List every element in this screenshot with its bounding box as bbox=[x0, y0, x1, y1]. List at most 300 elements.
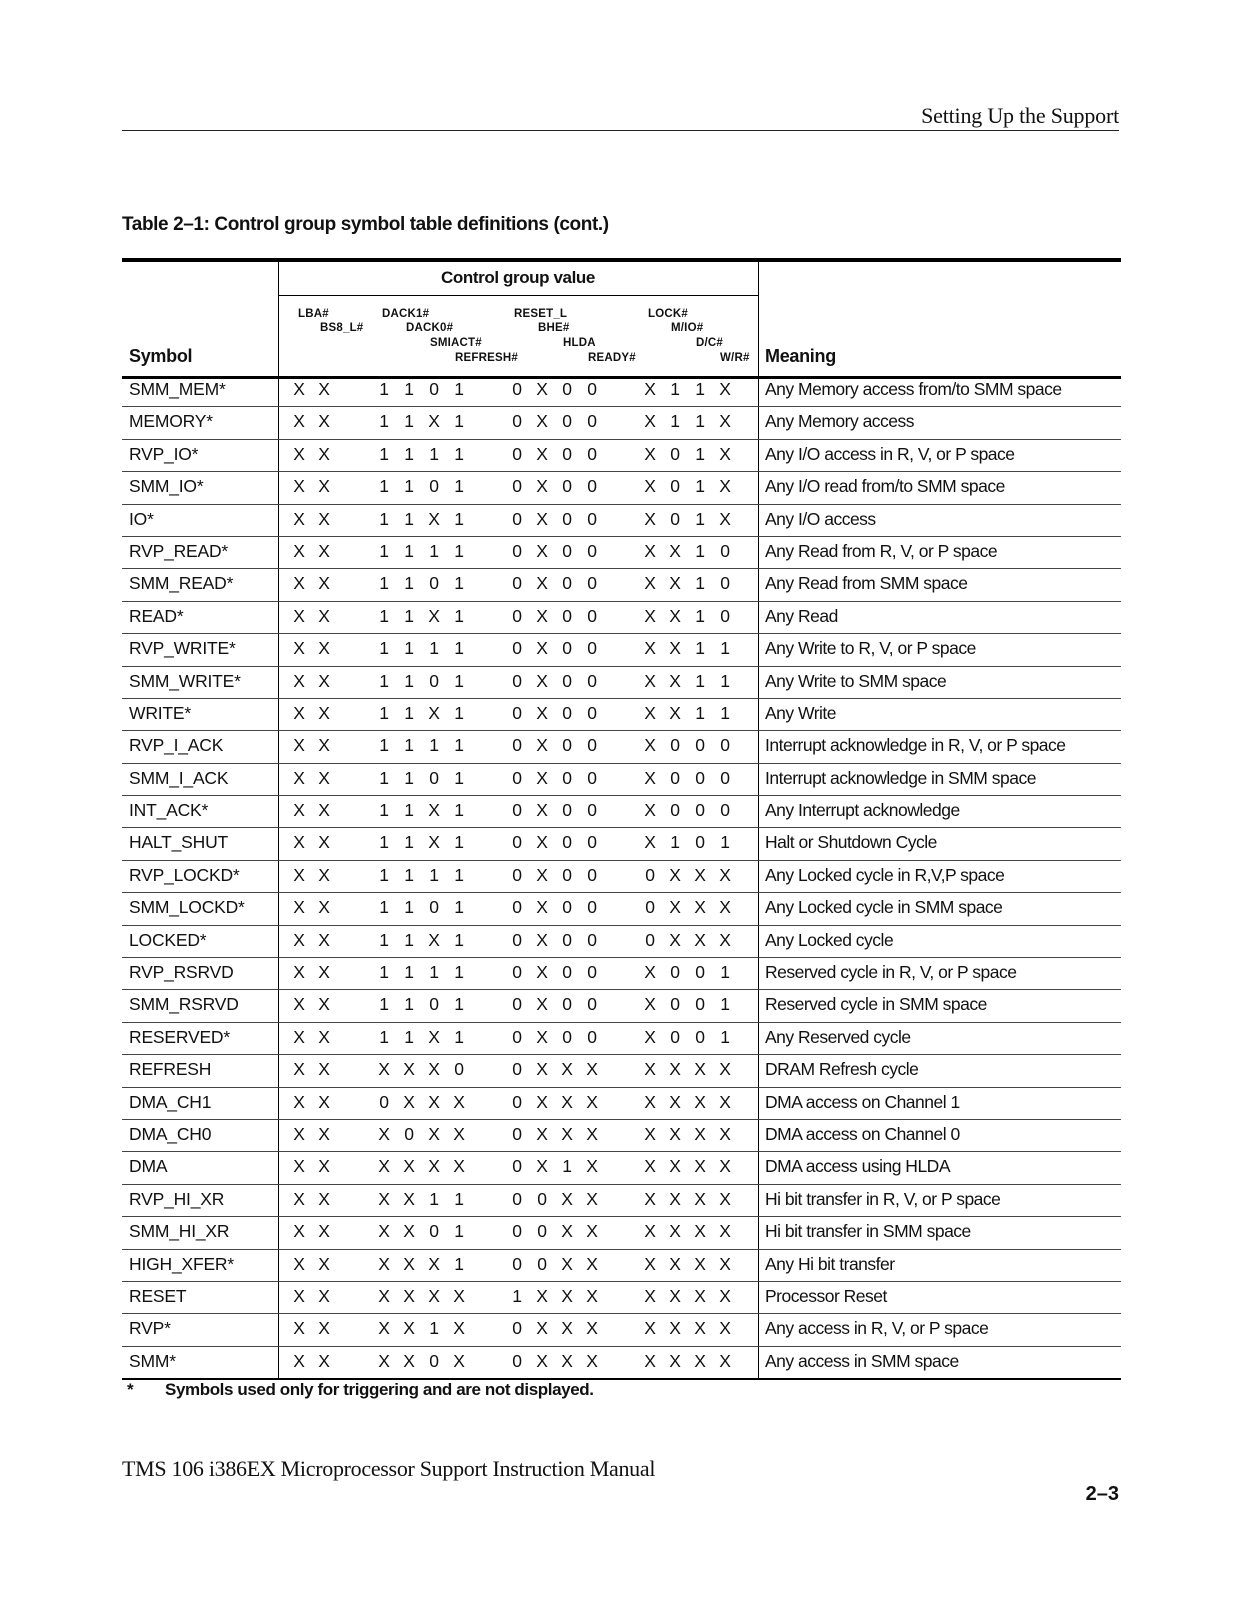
control-value-cell: X bbox=[318, 508, 330, 529]
symbol-cell: RVP_LOCKD* bbox=[129, 864, 240, 885]
control-value-cell: 0 bbox=[562, 508, 572, 529]
control-value-cell: 1 bbox=[404, 638, 414, 659]
control-value-cell: X bbox=[669, 1253, 681, 1274]
control-value-cell: 1 bbox=[404, 573, 414, 594]
control-value-cell: 1 bbox=[404, 670, 414, 691]
control-value-cell: 1 bbox=[454, 508, 464, 529]
control-value-cell: X bbox=[318, 767, 330, 788]
control-value-cell: 1 bbox=[379, 767, 389, 788]
symbol-cell: SMM_LOCKD* bbox=[129, 897, 245, 918]
column-divider bbox=[278, 667, 279, 698]
control-value-cell: X bbox=[719, 476, 731, 497]
control-value-cell: X bbox=[669, 1156, 681, 1177]
control-value-cell: 1 bbox=[379, 638, 389, 659]
control-value-cell: X bbox=[536, 800, 548, 821]
control-value-cell: X bbox=[586, 1059, 598, 1080]
control-value-cell: X bbox=[293, 1188, 305, 1209]
control-value-cell: X bbox=[586, 1285, 598, 1306]
control-value-cell: X bbox=[318, 670, 330, 691]
column-divider bbox=[278, 1152, 279, 1183]
symbol-cell: DMA bbox=[129, 1156, 168, 1177]
column-divider bbox=[278, 990, 279, 1021]
control-value-cell: 1 bbox=[379, 670, 389, 691]
table-row bbox=[122, 1314, 1121, 1346]
control-value-cell: 0 bbox=[379, 1091, 389, 1112]
control-value-cell: X bbox=[428, 929, 440, 950]
table-row bbox=[122, 828, 1121, 860]
control-value-cell: X bbox=[586, 1156, 598, 1177]
symbol-cell: RVP_WRITE* bbox=[129, 638, 236, 659]
control-value-cell: 1 bbox=[454, 767, 464, 788]
control-value-cell: X bbox=[719, 508, 731, 529]
control-value-cell: X bbox=[694, 1318, 706, 1339]
footer-manual-title: TMS 106 i386EX Microprocessor Support Instruction Manual bbox=[122, 1456, 656, 1481]
control-value-cell: X bbox=[428, 702, 440, 723]
control-value-cell: 1 bbox=[454, 1253, 464, 1274]
control-value-cell: X bbox=[644, 411, 656, 432]
control-value-cell: 0 bbox=[512, 864, 522, 885]
control-value-cell: 0 bbox=[512, 767, 522, 788]
control-value-cell: 0 bbox=[512, 1059, 522, 1080]
control-value-cell: X bbox=[428, 1285, 440, 1306]
control-value-cell: X bbox=[403, 1318, 415, 1339]
control-value-cell: 0 bbox=[720, 800, 730, 821]
control-value-cell: X bbox=[318, 897, 330, 918]
symbol-cell: HIGH_XFER* bbox=[129, 1253, 234, 1274]
symbol-cell: SMM_MEM* bbox=[129, 379, 226, 399]
control-value-cell: X bbox=[561, 1059, 573, 1080]
control-value-cell: 1 bbox=[454, 962, 464, 983]
control-value-cell: X bbox=[428, 508, 440, 529]
control-value-cell: 1 bbox=[429, 1188, 439, 1209]
control-value-cell: 1 bbox=[404, 800, 414, 821]
control-value-cell: 1 bbox=[404, 476, 414, 497]
control-value-cell: X bbox=[719, 929, 731, 950]
control-value-cell: 0 bbox=[695, 800, 705, 821]
control-value-cell: X bbox=[694, 1253, 706, 1274]
meaning-cell: Any Write to SMM space bbox=[765, 670, 947, 691]
symbol-cell: RESET bbox=[129, 1285, 187, 1306]
control-value-cell: X bbox=[453, 1350, 465, 1371]
control-value-cell: 1 bbox=[454, 605, 464, 626]
control-value-cell: X bbox=[644, 476, 656, 497]
column-divider bbox=[278, 472, 279, 503]
control-value-cell: 0 bbox=[562, 605, 572, 626]
column-divider bbox=[758, 375, 759, 406]
column-divider bbox=[758, 634, 759, 665]
control-value-cell: 1 bbox=[379, 411, 389, 432]
control-value-cell: 0 bbox=[429, 1221, 439, 1242]
column-divider bbox=[758, 796, 759, 827]
control-value-cell: X bbox=[318, 994, 330, 1015]
control-value-cell: X bbox=[694, 1221, 706, 1242]
table-row bbox=[122, 1088, 1121, 1120]
control-value-cell: X bbox=[561, 1188, 573, 1209]
control-value-cell: 1 bbox=[404, 962, 414, 983]
control-value-cell: X bbox=[561, 1123, 573, 1144]
control-value-cell: X bbox=[536, 540, 548, 561]
control-value-cell: X bbox=[644, 1156, 656, 1177]
control-value-cell: X bbox=[644, 1123, 656, 1144]
meaning-cell: Any Read from SMM space bbox=[765, 573, 968, 594]
control-value-cell: X bbox=[719, 1091, 731, 1112]
table-row bbox=[122, 1217, 1121, 1249]
control-value-cell: 1 bbox=[454, 735, 464, 756]
control-value-cell: X bbox=[318, 411, 330, 432]
control-value-cell: 0 bbox=[562, 411, 572, 432]
column-divider bbox=[758, 1120, 759, 1151]
control-value-cell: X bbox=[719, 1253, 731, 1274]
control-value-cell: X bbox=[669, 1091, 681, 1112]
control-value-cell: 0 bbox=[562, 864, 572, 885]
control-value-cell: 0 bbox=[537, 1253, 547, 1274]
meaning-cell: Interrupt acknowledge in SMM space bbox=[765, 767, 1036, 788]
table-row bbox=[122, 634, 1121, 666]
signal-header: BS8_L# bbox=[320, 322, 364, 334]
control-value-cell: 1 bbox=[404, 929, 414, 950]
signal-header: M/IO# bbox=[671, 322, 704, 334]
control-value-cell: 0 bbox=[720, 540, 730, 561]
control-value-cell: 0 bbox=[587, 540, 597, 561]
column-divider bbox=[278, 375, 279, 406]
control-value-cell: X bbox=[669, 1221, 681, 1242]
control-value-cell: X bbox=[293, 702, 305, 723]
column-divider bbox=[278, 1282, 279, 1313]
control-value-cell: 0 bbox=[587, 800, 597, 821]
control-value-cell: X bbox=[293, 1026, 305, 1047]
control-value-cell: 0 bbox=[562, 897, 572, 918]
control-value-cell: X bbox=[318, 929, 330, 950]
control-value-cell: 1 bbox=[429, 443, 439, 464]
control-value-cell: 0 bbox=[429, 897, 439, 918]
column-divider bbox=[278, 407, 279, 438]
column-divider bbox=[758, 472, 759, 503]
symbol-cell: SMM_I_ACK bbox=[129, 767, 229, 788]
control-value-cell: 0 bbox=[587, 864, 597, 885]
control-value-cell: 1 bbox=[454, 540, 464, 561]
control-value-cell: 1 bbox=[454, 994, 464, 1015]
column-divider bbox=[758, 1282, 759, 1313]
control-value-cell: X bbox=[536, 1026, 548, 1047]
column-divider bbox=[758, 407, 759, 438]
control-value-cell: 0 bbox=[720, 605, 730, 626]
control-value-cell: X bbox=[293, 800, 305, 821]
control-value-cell: 0 bbox=[429, 670, 439, 691]
control-value-cell: X bbox=[669, 1350, 681, 1371]
control-value-cell: 1 bbox=[454, 800, 464, 821]
control-value-cell: X bbox=[318, 1156, 330, 1177]
control-value-cell: X bbox=[453, 1123, 465, 1144]
control-value-cell: X bbox=[428, 800, 440, 821]
control-value-cell: 0 bbox=[587, 605, 597, 626]
control-value-cell: 0 bbox=[512, 1156, 522, 1177]
control-value-cell: 1 bbox=[454, 670, 464, 691]
control-value-cell: X bbox=[293, 832, 305, 853]
control-value-cell: X bbox=[644, 508, 656, 529]
symbol-cell: INT_ACK* bbox=[129, 800, 209, 821]
control-value-cell: 1 bbox=[720, 670, 730, 691]
control-value-cell: X bbox=[586, 1123, 598, 1144]
meaning-cell: Any access in SMM space bbox=[765, 1350, 959, 1371]
control-value-cell: X bbox=[536, 476, 548, 497]
control-value-cell: 0 bbox=[670, 735, 680, 756]
control-value-cell: X bbox=[644, 1285, 656, 1306]
control-value-cell: X bbox=[694, 1091, 706, 1112]
control-value-cell: X bbox=[694, 1350, 706, 1371]
symbol-cell: SMM_HI_XR bbox=[129, 1221, 230, 1242]
control-value-cell: X bbox=[669, 573, 681, 594]
control-value-cell: 0 bbox=[512, 1188, 522, 1209]
control-value-cell: 1 bbox=[379, 379, 389, 399]
signal-header: BHE# bbox=[538, 322, 570, 334]
control-value-cell: 1 bbox=[695, 476, 705, 497]
control-value-cell: 0 bbox=[562, 929, 572, 950]
control-value-cell: X bbox=[318, 864, 330, 885]
footnote-text: Symbols used only for triggering and are not displayed. bbox=[165, 1380, 594, 1399]
control-value-cell: X bbox=[536, 767, 548, 788]
symbol-cell: WRITE* bbox=[129, 702, 191, 723]
control-value-cell: 0 bbox=[512, 1026, 522, 1047]
control-value-cell: X bbox=[644, 735, 656, 756]
column-divider bbox=[758, 537, 759, 568]
control-value-cell: X bbox=[403, 1188, 415, 1209]
control-value-cell: X bbox=[453, 1318, 465, 1339]
control-value-cell: 0 bbox=[587, 897, 597, 918]
control-value-cell: 1 bbox=[695, 605, 705, 626]
control-value-cell: X bbox=[694, 1156, 706, 1177]
control-value-cell: 1 bbox=[379, 962, 389, 983]
control-value-cell: X bbox=[428, 1156, 440, 1177]
symbol-column-header: Symbol bbox=[129, 346, 193, 366]
signal-header: LOCK# bbox=[648, 308, 688, 320]
symbol-cell: RESERVED* bbox=[129, 1026, 230, 1047]
control-value-cell: X bbox=[536, 1350, 548, 1371]
control-value-cell: 0 bbox=[720, 735, 730, 756]
control-value-cell: X bbox=[293, 1350, 305, 1371]
symbol-cell: IO* bbox=[129, 508, 154, 529]
control-value-cell: 0 bbox=[429, 573, 439, 594]
control-value-cell: 0 bbox=[512, 1221, 522, 1242]
control-value-cell: 0 bbox=[587, 735, 597, 756]
control-value-cell: 0 bbox=[512, 476, 522, 497]
control-value-cell: X bbox=[536, 1123, 548, 1144]
control-value-cell: X bbox=[669, 1059, 681, 1080]
meaning-cell: Any Memory access from/to SMM space bbox=[765, 379, 1062, 399]
control-value-cell: 1 bbox=[429, 735, 439, 756]
column-divider bbox=[278, 1023, 279, 1054]
control-group-rule bbox=[278, 295, 758, 296]
symbol-cell: SMM* bbox=[129, 1350, 176, 1371]
meaning-cell: DRAM Refresh cycle bbox=[765, 1059, 919, 1080]
control-value-cell: 1 bbox=[404, 508, 414, 529]
control-value-cell: X bbox=[428, 1026, 440, 1047]
control-value-cell: X bbox=[428, 832, 440, 853]
column-divider bbox=[278, 1217, 279, 1248]
signal-header: DACK0# bbox=[406, 322, 454, 334]
column-divider bbox=[278, 861, 279, 892]
table-row bbox=[122, 731, 1121, 763]
control-value-cell: X bbox=[536, 1156, 548, 1177]
control-value-cell: X bbox=[644, 379, 656, 399]
control-value-cell: X bbox=[561, 1350, 573, 1371]
control-value-cell: 1 bbox=[404, 443, 414, 464]
table-row bbox=[122, 1282, 1121, 1314]
control-value-cell: 1 bbox=[429, 540, 439, 561]
control-value-cell: 0 bbox=[512, 605, 522, 626]
meaning-cell: Any Read from R, V, or P space bbox=[765, 540, 998, 561]
running-head: Setting Up the Support bbox=[921, 103, 1119, 128]
control-value-cell: 0 bbox=[512, 1253, 522, 1274]
control-value-cell: 1 bbox=[454, 638, 464, 659]
control-value-cell: X bbox=[453, 1285, 465, 1306]
control-value-cell: 1 bbox=[404, 735, 414, 756]
control-value-cell: X bbox=[293, 670, 305, 691]
control-value-cell: 0 bbox=[512, 1350, 522, 1371]
control-value-cell: X bbox=[318, 735, 330, 756]
control-value-cell: X bbox=[536, 573, 548, 594]
control-value-cell: X bbox=[719, 1123, 731, 1144]
control-value-cell: 1 bbox=[720, 702, 730, 723]
control-value-cell: 0 bbox=[512, 1091, 522, 1112]
table-row bbox=[122, 537, 1121, 569]
symbol-cell: RVP_I_ACK bbox=[129, 735, 224, 756]
control-value-cell: 0 bbox=[454, 1059, 464, 1080]
control-value-cell: 1 bbox=[404, 832, 414, 853]
control-value-cell: 0 bbox=[512, 962, 522, 983]
control-value-cell: X bbox=[644, 443, 656, 464]
symbol-cell: RVP_RSRVD bbox=[129, 962, 234, 983]
control-value-cell: 1 bbox=[695, 411, 705, 432]
control-value-cell: 0 bbox=[587, 508, 597, 529]
column-divider bbox=[278, 731, 279, 762]
control-value-cell: 1 bbox=[670, 832, 680, 853]
control-value-cell: X bbox=[719, 379, 731, 399]
control-value-cell: X bbox=[586, 1318, 598, 1339]
control-value-cell: X bbox=[428, 605, 440, 626]
control-value-cell: X bbox=[669, 605, 681, 626]
control-value-cell: X bbox=[719, 1188, 731, 1209]
control-value-cell: X bbox=[669, 864, 681, 885]
control-value-cell: 0 bbox=[562, 540, 572, 561]
control-value-cell: 0 bbox=[512, 994, 522, 1015]
control-value-cell: 1 bbox=[404, 1026, 414, 1047]
control-value-cell: X bbox=[719, 1156, 731, 1177]
symbol-cell: RVP_IO* bbox=[129, 443, 199, 464]
table-row bbox=[122, 667, 1121, 699]
meaning-cell: Any Locked cycle in SMM space bbox=[765, 897, 1003, 918]
symbol-cell: SMM_READ* bbox=[129, 573, 234, 594]
column-divider bbox=[278, 602, 279, 633]
control-value-cell: 0 bbox=[562, 702, 572, 723]
control-value-cell: X bbox=[293, 962, 305, 983]
symbol-cell: MEMORY* bbox=[129, 411, 213, 432]
column-divider bbox=[758, 667, 759, 698]
control-value-cell: 0 bbox=[537, 1188, 547, 1209]
control-value-cell: X bbox=[403, 1253, 415, 1274]
control-value-cell: 0 bbox=[670, 962, 680, 983]
control-value-cell: X bbox=[694, 1188, 706, 1209]
table-row bbox=[122, 1185, 1121, 1217]
control-value-cell: X bbox=[318, 1188, 330, 1209]
column-divider bbox=[758, 602, 759, 633]
column-divider bbox=[278, 505, 279, 536]
control-value-cell: 1 bbox=[379, 864, 389, 885]
control-value-cell: X bbox=[719, 897, 731, 918]
control-value-cell: 0 bbox=[562, 735, 572, 756]
control-value-cell: 1 bbox=[695, 573, 705, 594]
control-value-cell: 0 bbox=[429, 994, 439, 1015]
control-value-cell: 1 bbox=[562, 1156, 572, 1177]
control-value-cell: 0 bbox=[512, 670, 522, 691]
control-value-cell: X bbox=[428, 1123, 440, 1144]
control-value-cell: X bbox=[378, 1221, 390, 1242]
control-value-cell: X bbox=[378, 1188, 390, 1209]
signal-header: DACK1# bbox=[382, 308, 430, 320]
meaning-cell: Processor Reset bbox=[765, 1285, 887, 1306]
control-value-cell: X bbox=[403, 1221, 415, 1242]
control-value-cell: X bbox=[318, 1026, 330, 1047]
control-value-cell: X bbox=[378, 1253, 390, 1274]
control-value-cell: 1 bbox=[720, 832, 730, 853]
control-value-cell: X bbox=[536, 1285, 548, 1306]
control-value-cell: X bbox=[318, 1350, 330, 1371]
control-value-cell: X bbox=[318, 1253, 330, 1274]
control-value-cell: 0 bbox=[512, 1123, 522, 1144]
control-value-cell: 0 bbox=[587, 476, 597, 497]
control-value-cell: X bbox=[644, 1188, 656, 1209]
control-value-cell: 1 bbox=[695, 443, 705, 464]
column-divider bbox=[758, 926, 759, 957]
control-value-cell: 0 bbox=[429, 1350, 439, 1371]
control-value-cell: 1 bbox=[404, 540, 414, 561]
control-value-cell: X bbox=[378, 1123, 390, 1144]
control-value-cell: X bbox=[644, 962, 656, 983]
table-row bbox=[122, 1023, 1121, 1055]
signal-header: HLDA bbox=[563, 337, 596, 349]
meaning-cell: Reserved cycle in SMM space bbox=[765, 994, 987, 1015]
meaning-cell: Any Write to R, V, or P space bbox=[765, 638, 976, 659]
control-value-cell: X bbox=[453, 1091, 465, 1112]
column-divider bbox=[758, 990, 759, 1021]
control-value-cell: 1 bbox=[454, 573, 464, 594]
control-value-cell: X bbox=[644, 832, 656, 853]
meaning-cell: Any Locked cycle in R,V,P space bbox=[765, 864, 1005, 885]
meaning-cell: Halt or Shutdown Cycle bbox=[765, 832, 937, 853]
signal-header: D/C# bbox=[696, 337, 724, 349]
symbol-cell: REFRESH bbox=[129, 1059, 212, 1080]
control-value-cell: X bbox=[293, 929, 305, 950]
table-header bbox=[122, 258, 1121, 379]
control-value-cell: X bbox=[318, 573, 330, 594]
control-value-cell: X bbox=[719, 1059, 731, 1080]
control-value-cell: X bbox=[378, 1285, 390, 1306]
control-value-cell: 1 bbox=[454, 379, 464, 399]
column-divider bbox=[758, 861, 759, 892]
control-value-cell: X bbox=[536, 443, 548, 464]
control-value-cell: X bbox=[318, 962, 330, 983]
control-value-cell: 0 bbox=[512, 379, 522, 399]
control-value-cell: 1 bbox=[670, 411, 680, 432]
control-value-cell: X bbox=[318, 800, 330, 821]
table-row bbox=[122, 990, 1121, 1022]
table-row bbox=[122, 375, 1121, 407]
control-value-cell: X bbox=[378, 1318, 390, 1339]
signal-header: RESET_L bbox=[514, 308, 568, 320]
column-divider bbox=[758, 893, 759, 924]
control-value-cell: X bbox=[318, 1318, 330, 1339]
column-divider bbox=[278, 569, 279, 600]
control-value-cell: X bbox=[536, 994, 548, 1015]
